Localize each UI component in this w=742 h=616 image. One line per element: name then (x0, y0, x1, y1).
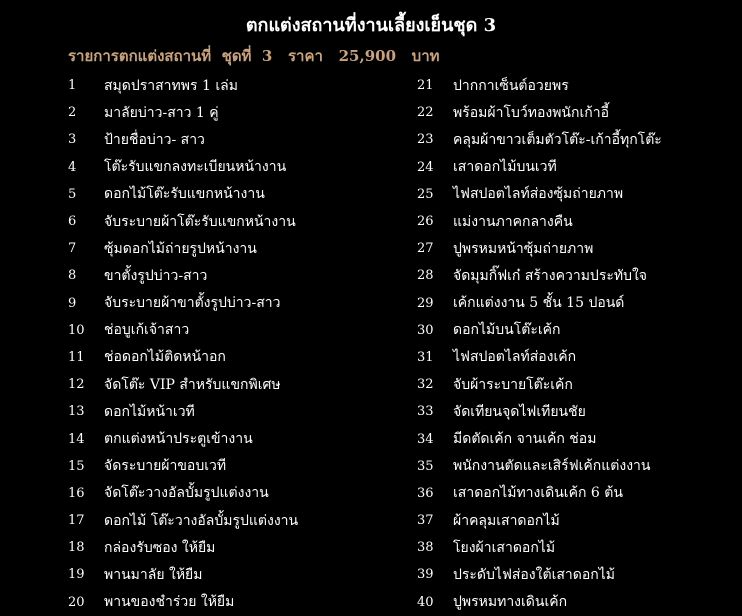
item-text: ช่อบูเก้เจ้าสาว (104, 322, 190, 339)
list-item (68, 344, 398, 371)
list-item (68, 589, 398, 616)
package-price-heading: รายการตกแต่งสถานที่ ชุดที่ 3 ราคา 25,900 บาท (68, 47, 440, 65)
list-item (68, 507, 398, 534)
list-item (68, 453, 398, 480)
item-number: 1 (68, 78, 77, 94)
item-number: 35 (417, 458, 434, 474)
item-text: โต๊ะรับแขกลงทะเบียนหน้างาน (104, 159, 287, 176)
item-text: ไฟสปอตไลท์ส่องซุ้มถ่ายภาพ (453, 186, 624, 203)
list-item (68, 126, 398, 153)
item-text: กล่องรับซอง ให้ยืม (104, 539, 216, 556)
list-item (417, 317, 737, 344)
list-item (417, 99, 737, 126)
item-number: 12 (68, 377, 85, 393)
item-text: พนักงานตัดและเสิร์ฟเค้กแต่งงาน (453, 458, 651, 475)
list-item (68, 208, 398, 235)
list-item (417, 398, 737, 425)
item-text: ประดับไฟส่องใต้เสาดอกไม้ (453, 566, 616, 583)
list-item (68, 317, 398, 344)
item-number: 2 (68, 105, 77, 121)
item-text: จัดเทียนจุดไฟเทียนชัย (453, 403, 586, 420)
item-text: พานของชำร่วย ให้ยืม (104, 594, 235, 611)
list-item (68, 154, 398, 181)
item-number: 40 (417, 594, 434, 610)
item-number: 39 (417, 567, 434, 583)
item-number: 29 (417, 295, 434, 311)
list-item (68, 181, 398, 208)
item-text: ปากกาเซ็นต์อวยพร (453, 77, 569, 94)
item-number: 22 (417, 105, 434, 121)
item-text: ขาตั้งรูปบ่าว-สาว (104, 267, 208, 284)
list-item (68, 398, 398, 425)
item-text: จัดมุมกิ๊ฟเก๋ สร้างความประทับใจ (453, 267, 648, 284)
item-number: 37 (417, 513, 434, 529)
list-item (68, 480, 398, 507)
item-number: 26 (417, 214, 434, 230)
item-number: 24 (417, 159, 434, 175)
item-text: ช่อดอกไม้ติดหน้าอก (104, 349, 226, 366)
list-item (68, 235, 398, 262)
item-number: 30 (417, 322, 434, 338)
item-text: ตกแต่งหน้าประตูเข้างาน (104, 431, 253, 448)
list-item (417, 262, 737, 289)
item-text: มีดตัดเค้ก จานเค้ก ช่อม (453, 431, 597, 448)
item-number: 15 (68, 458, 85, 474)
item-number: 33 (417, 404, 434, 420)
list-item (417, 235, 737, 262)
item-number: 28 (417, 268, 434, 284)
item-text: จัดโต๊ะ VIP สำหรับแขกพิเศษ (104, 376, 281, 393)
item-number: 16 (68, 485, 85, 501)
list-item (417, 453, 737, 480)
item-text: ผ้าคลุมเสาดอกไม้ (453, 512, 560, 529)
list-item (417, 371, 737, 398)
list-item (68, 72, 398, 99)
item-number: 7 (68, 241, 77, 257)
item-text: ดอกไม้บนโต๊ะเค้ก (453, 322, 561, 339)
item-number: 34 (417, 431, 434, 447)
item-text: ปูพรหมทางเดินเค้ก (453, 594, 568, 611)
item-text: จับระบายผ้าขาตั้งรูปบ่าว-สาว (104, 295, 281, 312)
item-text: จัดโต๊ะวางอัลบั้มรูปแต่งงาน (104, 485, 269, 502)
list-item (417, 425, 737, 452)
item-text: เสาดอกไม้บนเวที (453, 159, 557, 176)
list-item (68, 290, 398, 317)
page-title: ตกแต่งสถานที่งานเลี้ยงเย็นชุด 3 (245, 15, 497, 36)
item-number: 17 (68, 513, 85, 529)
item-number: 32 (417, 377, 434, 393)
list-item (417, 534, 737, 561)
item-number: 3 (68, 132, 77, 148)
item-number: 36 (417, 485, 434, 501)
item-text: พร้อมผ้าโบว์ทองพนักเก้าอี้ (453, 104, 609, 121)
item-text: ปูพรหมหน้าซุ้มถ่ายภาพ (453, 240, 594, 257)
list-item (417, 480, 737, 507)
list-item (417, 344, 737, 371)
list-item (417, 208, 737, 235)
item-text: ดอกไม้หน้าเวที (104, 403, 195, 420)
item-text: แม่งานภาคกลางคืน (453, 213, 573, 230)
item-list-left (68, 72, 398, 616)
item-number: 8 (68, 268, 77, 284)
item-number: 9 (68, 295, 77, 311)
item-number: 4 (68, 159, 77, 175)
item-list-right (417, 72, 737, 616)
item-text: จัดระบายผ้าขอบเวที (104, 458, 227, 475)
item-number: 21 (417, 78, 434, 94)
list-item (68, 425, 398, 452)
item-text: ซุ้มดอกไม้ถ่ายรูปหน้างาน (104, 240, 257, 257)
item-number: 20 (68, 594, 85, 610)
item-number: 23 (417, 132, 434, 148)
list-item (68, 534, 398, 561)
item-text: คลุมผ้าขาวเต็มตัวโต๊ะ-เก้าอี้ทุกโต๊ะ (453, 131, 662, 148)
item-text: เสาดอกไม้ทางเดินเค้ก 6 ต้น (453, 485, 623, 502)
item-text: จับระบายผ้าโต๊ะรับแขกหน้างาน (104, 213, 296, 230)
list-item (417, 507, 737, 534)
item-number: 14 (68, 431, 85, 447)
item-number: 25 (417, 186, 434, 202)
list-item (417, 561, 737, 588)
item-number: 6 (68, 214, 77, 230)
list-item (68, 561, 398, 588)
item-number: 13 (68, 404, 85, 420)
item-number: 18 (68, 540, 85, 556)
item-number: 27 (417, 241, 434, 257)
item-number: 5 (68, 186, 77, 202)
item-text: จับผ้าระบายโต๊ะเค้ก (453, 376, 573, 393)
item-text: ดอกไม้ โต๊ะวางอัลบั้มรูปแต่งงาน (104, 512, 299, 529)
list-item (417, 589, 737, 616)
item-text: ป้ายชื่อบ่าว- สาว (104, 131, 205, 148)
item-text: ไฟสปอตไลท์ส่องเค้ก (453, 349, 577, 366)
list-item (417, 126, 737, 153)
list-item (417, 72, 737, 99)
item-text: มาลัยบ่าว-สาว 1 คู่ (104, 104, 219, 121)
item-number: 11 (68, 349, 85, 365)
item-text: โยงผ้าเสาดอกไม้ (453, 539, 556, 556)
list-item (68, 262, 398, 289)
item-text: สมุดปราสาทพร 1 เล่ม (104, 77, 238, 94)
list-item (417, 181, 737, 208)
item-text: พานมาลัย ให้ยืม (104, 566, 203, 583)
item-text: เค้กแต่งงาน 5 ชั้น 15 ปอนด์ (453, 295, 625, 312)
item-number: 10 (68, 322, 85, 338)
list-item (68, 99, 398, 126)
item-number: 31 (417, 349, 434, 365)
item-number: 19 (68, 567, 85, 583)
list-item (68, 371, 398, 398)
item-text: ดอกไม้โต๊ะรับแขกหน้างาน (104, 186, 265, 203)
item-number: 38 (417, 540, 434, 556)
list-item (417, 290, 737, 317)
list-item (417, 154, 737, 181)
